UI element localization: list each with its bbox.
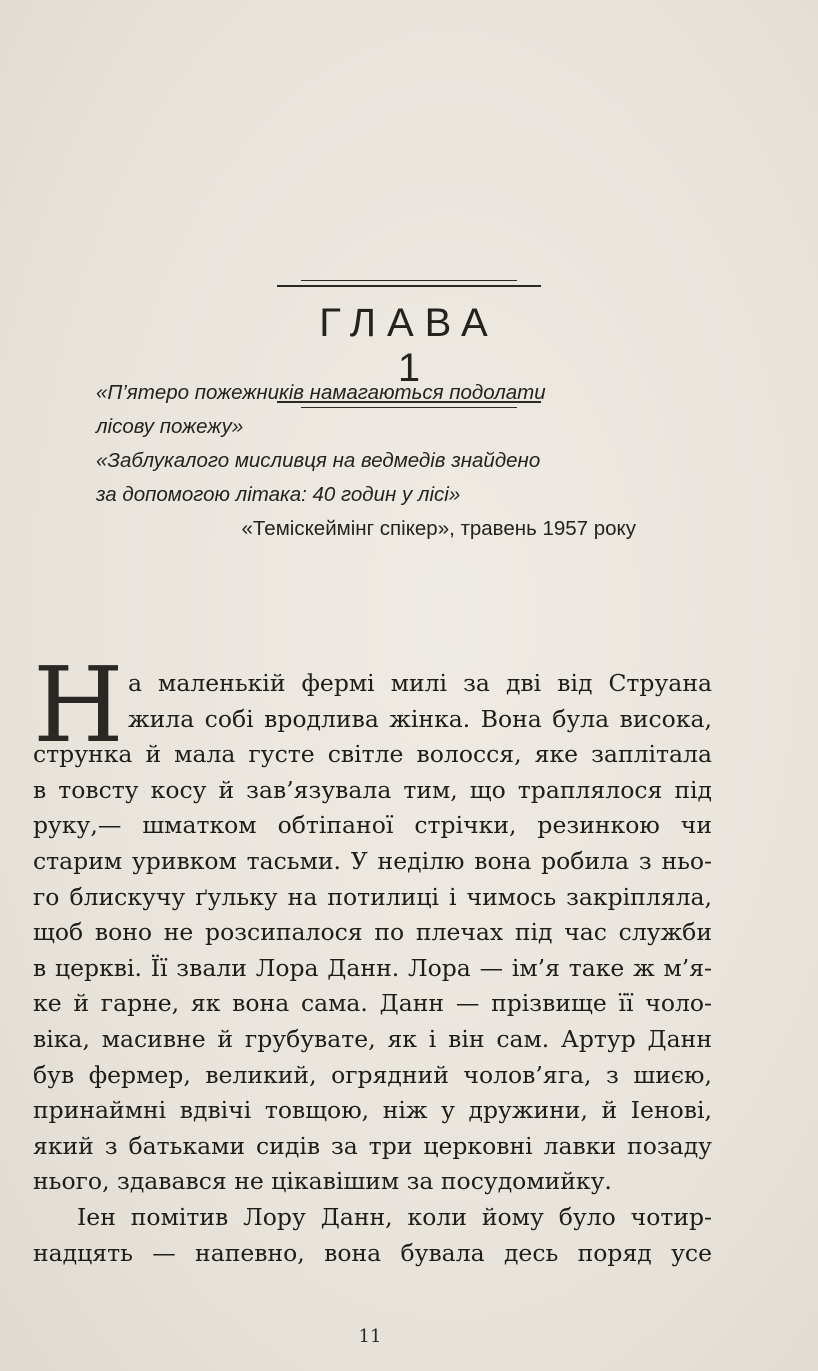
text-line-content: принаймні вдвічі товщою, ніж у дружини, й Іенові,	[33, 1096, 712, 1125]
text-line	[33, 1093, 712, 1129]
epigraph-line: «П’ятеро пожежників намагаються подолати	[96, 381, 546, 404]
text-line	[33, 666, 712, 702]
text-line	[33, 1022, 712, 1058]
text-line-content: нього, здавався не цікавішим за посудомийку.	[33, 1167, 612, 1196]
epigraph	[96, 376, 636, 546]
text-line	[33, 1236, 712, 1272]
body-text	[33, 666, 712, 1271]
text-line	[33, 844, 712, 880]
text-line-content: руку,— шматком обтіпаної стрічки, резинкою чи	[33, 811, 712, 840]
text-line	[33, 1058, 712, 1094]
text-line	[33, 951, 712, 987]
text-line-content: Іен помітив Лору Данн, коли йому було чотир-	[77, 1202, 712, 1231]
text-line-content: в товсту косу й зав’язувала тим, що траплялося під	[33, 775, 712, 804]
text-line	[33, 880, 712, 916]
text-line-content: надцять — напевно, вона бувала десь поряд усе	[33, 1238, 712, 1267]
epigraph-source: «Теміскеймінг спікер», травень 1957 року	[241, 517, 636, 540]
text-line	[33, 773, 712, 809]
text-line	[33, 1129, 712, 1165]
text-line	[33, 1164, 712, 1200]
text-line-content: в церкві. Її звали Лора Данн. Лора — ім’я таке ж м’я-	[33, 953, 712, 982]
text-line-content: а маленькій фермі милі за дві від Струана	[128, 669, 712, 697]
text-line-content: струнка й мала густе світле волосся, яке заплітала	[33, 740, 712, 769]
text-line-content: який з батьками сидів за три церковні лавки позаду	[33, 1131, 712, 1160]
text-line-content: ке й гарне, як вона сама. Данн — прізвище її чоло-	[33, 989, 712, 1018]
text-line	[33, 702, 712, 738]
text-line-content: щоб воно не розсипалося по плечах під час служби	[33, 918, 712, 947]
text-line-content: був фермер, великий, огрядний чолов’яга, з шиєю,	[33, 1060, 712, 1089]
text-line	[33, 986, 712, 1022]
epigraph-line: «Заблукалого мисливця на ведмедів знайдено	[96, 449, 541, 472]
text-line	[33, 1200, 712, 1236]
text-line	[33, 808, 712, 844]
text-line	[33, 915, 712, 951]
epigraph-line: за допомогою літака: 40 годин у лісі»	[96, 483, 461, 506]
epigraph-line: лісову пожежу»	[96, 415, 244, 438]
text-line	[33, 737, 712, 773]
text-line-content: го блискучу ґульку на потилиці і чимось закріпляла,	[33, 882, 712, 911]
text-line-content: старим уривком тасьми. У неділю вона робила з ньо-	[33, 846, 712, 875]
chapter-title: ГЛАВА 1	[319, 301, 499, 390]
page-number: 11	[358, 1326, 382, 1347]
drop-cap: Н	[33, 644, 124, 766]
text-line-content: віка, масивне й грубувате, як і він сам. Артур Данн	[33, 1024, 712, 1053]
text-line-content: жила собі вродлива жінка. Вона була висока,	[128, 704, 712, 733]
